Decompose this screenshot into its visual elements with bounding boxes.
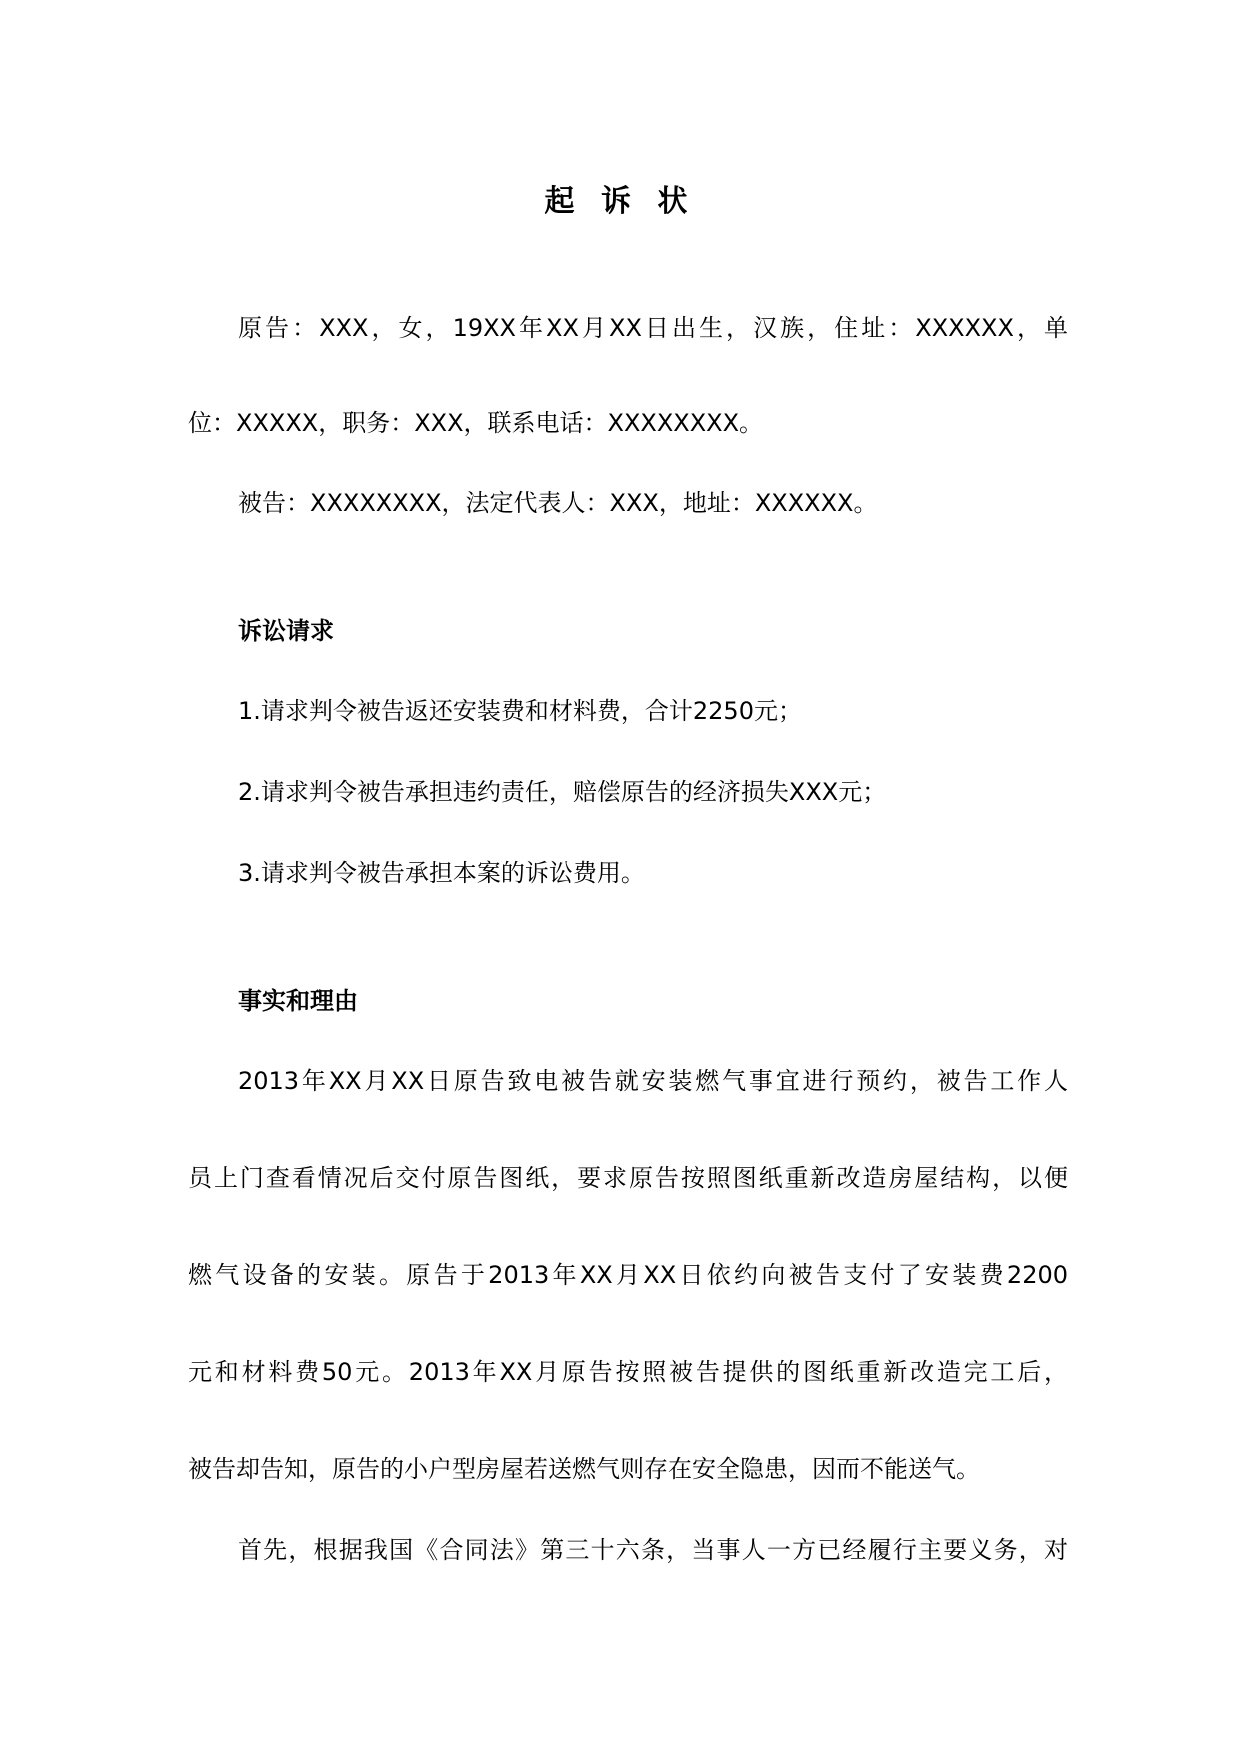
facts-line-3: 燃气设备的安装。原告于2013年XX月XX日依约向被告支付了安装费2200 [188,1261,1068,1289]
claim-item-2: 2.请求判令被告承担违约责任，赔偿原告的经济损失XXX元； [238,778,887,806]
claim-item-3: 3.请求判令被告承担本案的诉讼费用。 [238,859,645,887]
facts-line-5: 被告却告知，原告的小户型房屋若送燃气则存在安全隐患，因而不能送气。 [188,1455,980,1483]
facts-para2-line-1: 首先，根据我国《合同法》第三十六条，当事人一方已经履行主要义务，对 [238,1536,1068,1564]
claim-item-1: 1.请求判令被告返还安装费和材料费，合计2250元； [238,697,802,725]
claims-heading: 诉讼请求 [238,617,334,645]
plaintiff-line-1: 原告：XXX，女，19XX年XX月XX日出生，汉族，住址：XXXXXX，单 [238,314,1068,342]
facts-line-2: 员上门查看情况后交付原告图纸，要求原告按照图纸重新改造房屋结构，以便 [188,1164,1068,1192]
document-title: 起 诉 状 [544,184,696,219]
facts-heading: 事实和理由 [238,987,358,1015]
facts-line-4: 元和材料费50元。2013年XX月原告按照被告提供的图纸重新改造完工后， [188,1358,1068,1386]
defendant-line: 被告：XXXXXXXX，法定代表人：XXX，地址：XXXXXX。 [238,489,878,517]
facts-line-1: 2013年XX月XX日原告致电被告就安装燃气事宜进行预约，被告工作人 [238,1067,1068,1095]
plaintiff-line-2: 位：XXXXX，职务：XXX，联系电话：XXXXXXXX。 [188,409,764,437]
